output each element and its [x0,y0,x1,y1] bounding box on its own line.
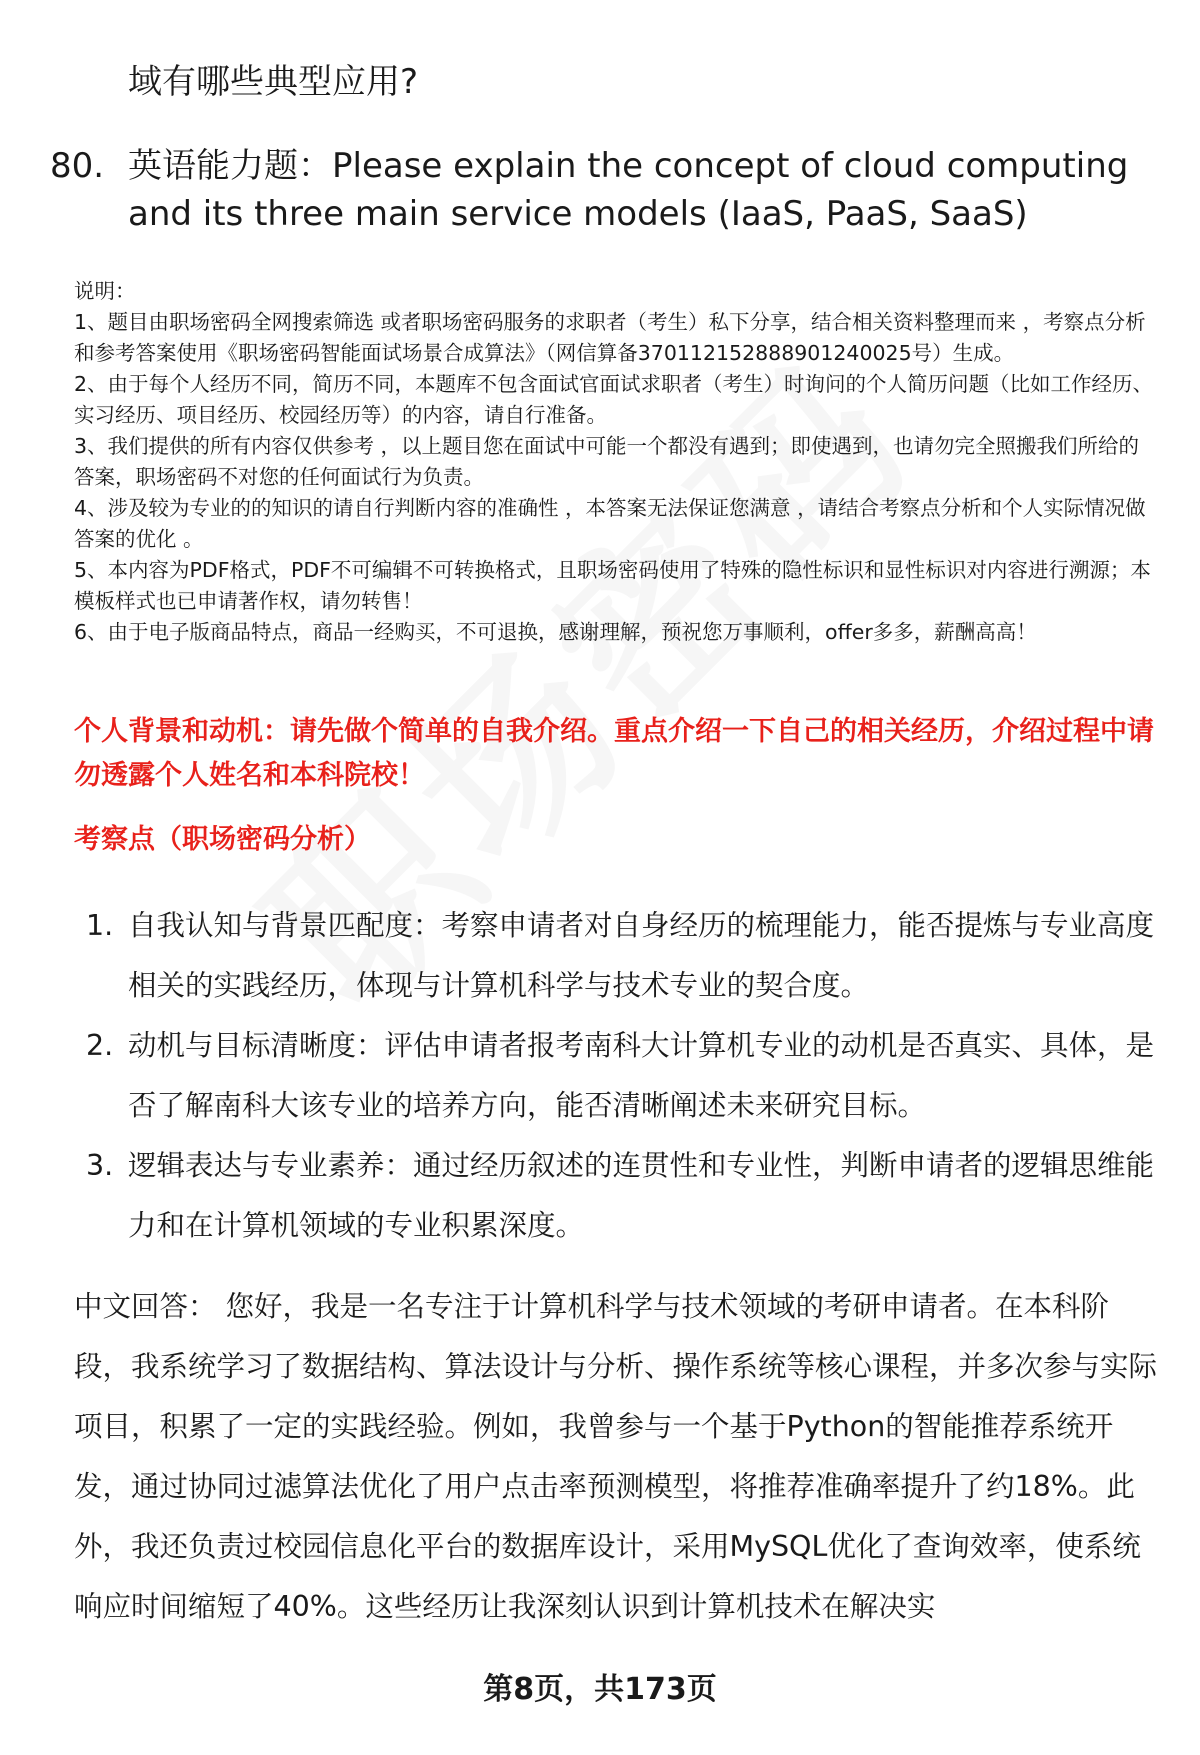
note-item: 6、由于电子版商品特点，商品一经购买，不可退换，感谢理解，预祝您万事顺利，offer多多，薪酬高高！ [74,620,1037,644]
answer-text: 中文回答： 您好，我是一名专注于计算机科学与技术领域的考研申请者。在本科阶段，我系统学习了数据结构、算法设计与分析、操作系统等核心课程，并多次参与实际项目，积累了一定的实践经验。例如，我曾参与一个基于Python的智能推荐系统开发，通过协同过滤算法优化了用户点击率预测模型，将推荐准确率提升了约18%。此外，我还负责过校园信息化平台的数据库设计，采用MySQL优化了查询效率，使系统响应时间缩短了40%。这些经历让我深刻认识到计算机技术在解决实 [74,1290,1158,1623]
analysis-point [74,896,1164,1016]
section-question: 个人背景和动机：请先做个简单的自我介绍。重点介绍一下自己的相关经历，介绍过程中请勿透露个人姓名和本科院校！ [74,716,1154,791]
note-item: 5、本内容为PDF格式，PDF不可编辑不可转换格式，且职场密码使用了特殊的隐性标识和显性标识对内容进行溯源；本模板样式也已申请著作权，请勿转售！ [74,558,1151,613]
notes-block [74,276,1159,648]
question-text: 英语能力题：Please explain the concept of cloud computing and its three main service models (IaaS, PaaS, SaaS) [128,146,1129,234]
note-item: 4、涉及较为专业的的知识的请自行判断内容的准确性 ，本答案无法保证您满意 ，请结合考察点分析和个人实际情况做答案的优化 。 [74,496,1146,551]
analysis-point [74,1016,1164,1136]
analysis-heading: 考察点（职场密码分析） [74,824,371,855]
question-number: 80. [50,146,105,186]
analysis-point-number: 3. [86,1149,114,1182]
analysis-point-number: 1. [86,909,114,942]
note-item: 2、由于每个人经历不同，简历不同，本题库不包含面试官面试求职者（考生）时询问的个人简历问题（比如工作经历、实习经历、项目经历、校园经历等）的内容，请自行准备。 [74,372,1154,427]
question-continuation: 域有哪些典型应用? [128,62,419,102]
page-footer: 第8页，共173页 [483,1672,717,1707]
note-item: 1、题目由职场密码全网搜索筛选 或者职场密码服务的求职者（考生）私下分享，结合相关资料整理而来 ，考察点分析和参考答案使用《职场密码智能面试场景合成算法》（网信算备370112152888901240025号）生成。 [74,310,1146,365]
analysis-point-number: 2. [86,1029,114,1062]
notes-title: 说明： [74,279,136,303]
analysis-points-list [74,896,1164,1256]
analysis-point-text: 自我认知与背景匹配度：考察申请者对自身经历的梳理能力，能否提炼与专业高度相关的实践经历，体现与计算机科学与技术专业的契合度。 [128,909,1155,1002]
analysis-point-text: 动机与目标清晰度：评估申请者报考南科大计算机专业的动机是否真实、具体，是否了解南科大该专业的培养方向，能否清晰阐述未来研究目标。 [128,1029,1155,1122]
note-item: 3、我们提供的所有内容仅供参考 ，以上题目您在面试中可能一个都没有遇到；即使遇到，也请勿完全照搬我们所给的答案，职场密码不对您的任何面试行为负责。 [74,434,1140,489]
analysis-point-text: 逻辑表达与专业素养：通过经历叙述的连贯性和专业性，判断申请者的逻辑思维能力和在计算机领域的专业积累深度。 [128,1149,1155,1242]
analysis-point [74,1136,1164,1256]
